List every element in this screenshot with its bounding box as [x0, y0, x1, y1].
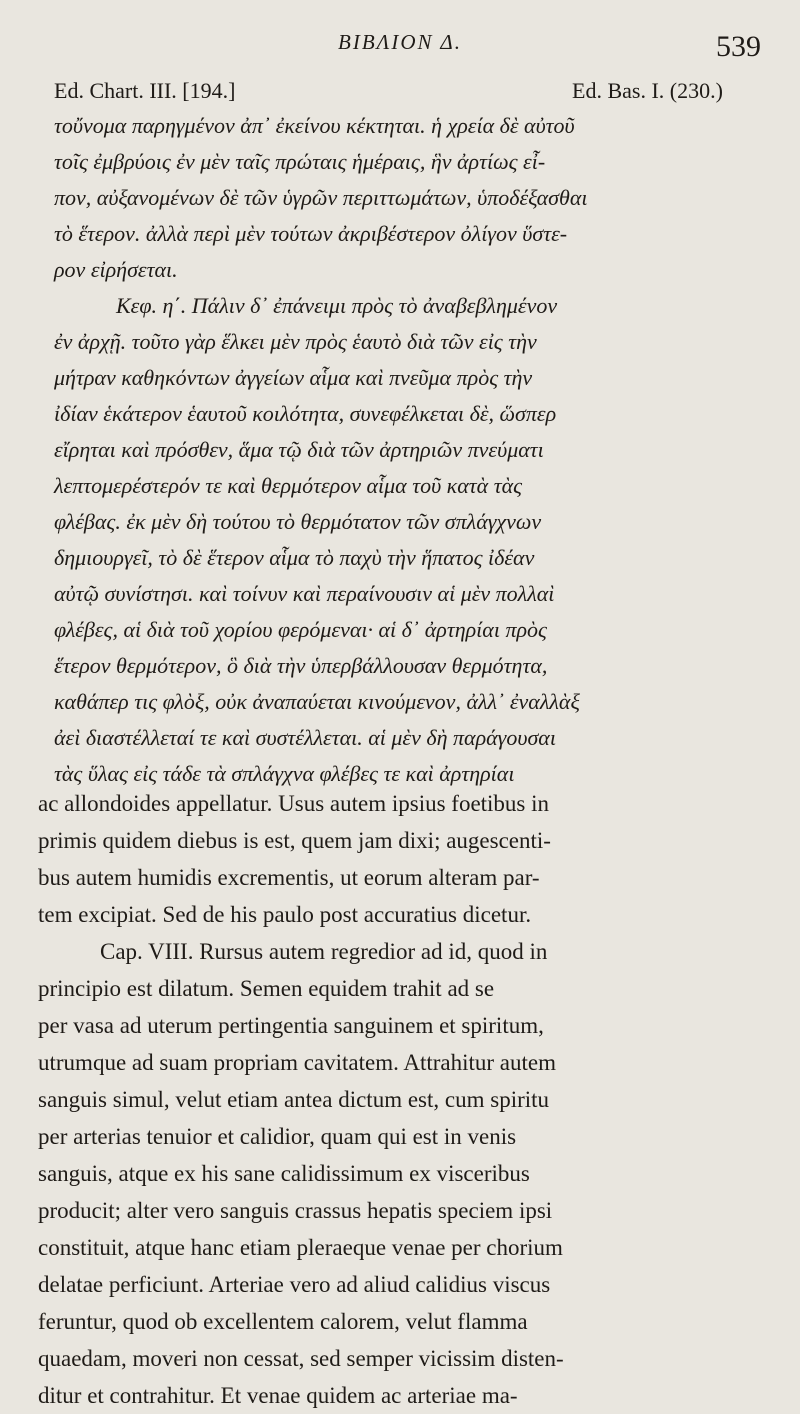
latin-line: per vasa ad uterum pertingentia sanguinem et spiritum,	[38, 1013, 544, 1038]
greek-line: τὸ ἕτερον. ἀλλὰ περὶ μὲν τούτων ἀκριβέστερον ὀλίγον ὕστε-	[54, 221, 568, 246]
greek-line: λεπτομερέστερόν τε καὶ θερμότερον αἷμα τοῦ κατὰ τὰς	[54, 473, 523, 498]
latin-line: primis quidem diebus is est, quem jam dixi; augescenti-	[38, 828, 551, 853]
edition-reference-left: Ed. Chart. III. [194.]	[54, 78, 236, 103]
greek-line: πον, αὐξανομένων δὲ τῶν ὑγρῶν περιττωμάτων, ὑποδέξασθαι	[54, 185, 588, 210]
latin-line: producit; alter vero sanguis crassus hepatis speciem ipsi	[38, 1198, 553, 1223]
latin-line: per arterias tenuior et calidior, quam qui est in venis	[38, 1124, 517, 1149]
greek-line: καθάπερ τις φλὸξ, οὐκ ἀναπαύεται κινούμενον, ἀλλ᾿ ἐναλλὰξ	[54, 689, 580, 714]
latin-line: sanguis simul, velut etiam antea dictum est, cum spiritu	[38, 1087, 550, 1112]
latin-line: tem excipiat. Sed de his paulo post accuratius dicetur.	[38, 902, 532, 927]
latin-line: bus autem humidis excrementis, ut eorum alteram par-	[38, 865, 540, 890]
latin-line: quaedam, moveri non cessat, sed semper vicissim disten-	[38, 1346, 564, 1371]
latin-line: constituit, atque hanc etiam pleraeque venae per chorium	[38, 1235, 563, 1260]
latin-line: delatae perficiunt. Arteriae vero ad aliud calidius viscus	[38, 1272, 551, 1297]
greek-line: ἰδίαν ἑκάτερον ἑαυτοῦ κοιλότητα, συνεφέλκεται δὲ, ὥσπερ	[54, 401, 557, 426]
greek-line: ρον εἰρήσεται.	[54, 257, 178, 282]
running-title: ΒΙΒΛΙΟΝ Δ.	[338, 30, 462, 54]
greek-line: αὐτῷ συνίστησι. καὶ τοίνυν καὶ περαίνουσιν αἱ μὲν πολλαὶ	[54, 581, 555, 606]
latin-line: feruntur, quod ob excellentem calorem, velut flamma	[38, 1309, 528, 1334]
page-number: 539	[716, 30, 761, 63]
edition-reference-right: Ed. Bas. I. (230.)	[572, 78, 723, 103]
latin-line: ditur et contrahitur. Et venae quidem ac arteriae ma-	[38, 1383, 518, 1408]
greek-line: τοὔνομα παρηγμένον ἀπ᾿ ἐκείνου κέκτηται. ἡ χρεία δὲ αὐτοῦ	[54, 113, 575, 138]
latin-line: ac allondoides appellatur. Usus autem ipsius foetibus in	[38, 791, 550, 816]
greek-line: δημιουργεῖ, τὸ δὲ ἕτερον αἷμα τὸ παχὺ τὴν ἥπατος ἰδέαν	[54, 545, 535, 570]
latin-line: Cap. VIII. Rursus autem regredior ad id, quod in	[100, 939, 548, 964]
greek-line: ἐν ἀρχῇ. τοῦτο γὰρ ἕλκει μὲν πρὸς ἑαυτὸ διὰ τῶν εἰς τὴν	[54, 329, 537, 354]
latin-line: sanguis, atque ex his sane calidissimum ex visceribus	[38, 1161, 530, 1186]
greek-line: φλέβες, αἱ διὰ τοῦ χορίου φερόμεναι· αἱ δ᾿ ἀρτηρίαι πρὸς	[54, 617, 547, 642]
greek-line: εἴρηται καὶ πρόσθεν, ἅμα τῷ διὰ τῶν ἀρτηριῶν πνεύματι	[54, 437, 544, 462]
greek-line: Κεφ. η΄. Πάλιν δ᾿ ἐπάνειμι πρὸς τὸ ἀναβεβλημένον	[116, 293, 558, 318]
latin-line: utrumque ad suam propriam cavitatem. Attrahitur autem	[38, 1050, 556, 1075]
greek-line: ἀεὶ διαστέλλεταί τε καὶ συστέλλεται. αἱ μὲν δὴ παράγουσαι	[54, 725, 556, 750]
greek-line: τὰς ὕλας εἰς τάδε τὰ σπλάγχνα φλέβες τε καὶ ἀρτηρίαι	[54, 761, 515, 786]
greek-line: ἕτερον θερμότερον, ὃ διὰ τὴν ὑπερβάλλουσαν θερμότητα,	[54, 653, 548, 678]
greek-line: τοῖς ἐμβρύοις ἐν μὲν ταῖς πρώταις ἡμέραις, ἣν ἀρτίως εἶ-	[54, 149, 546, 174]
greek-line: φλέβας. ἐκ μὲν δὴ τούτου τὸ θερμότατον τῶν σπλάγχνων	[54, 509, 542, 534]
latin-line: principio est dilatum. Semen equidem trahit ad se	[38, 976, 495, 1001]
greek-line: μήτραν καθηκόντων ἀγγείων αἷμα καὶ πνεῦμα πρὸς τὴν	[54, 365, 533, 390]
